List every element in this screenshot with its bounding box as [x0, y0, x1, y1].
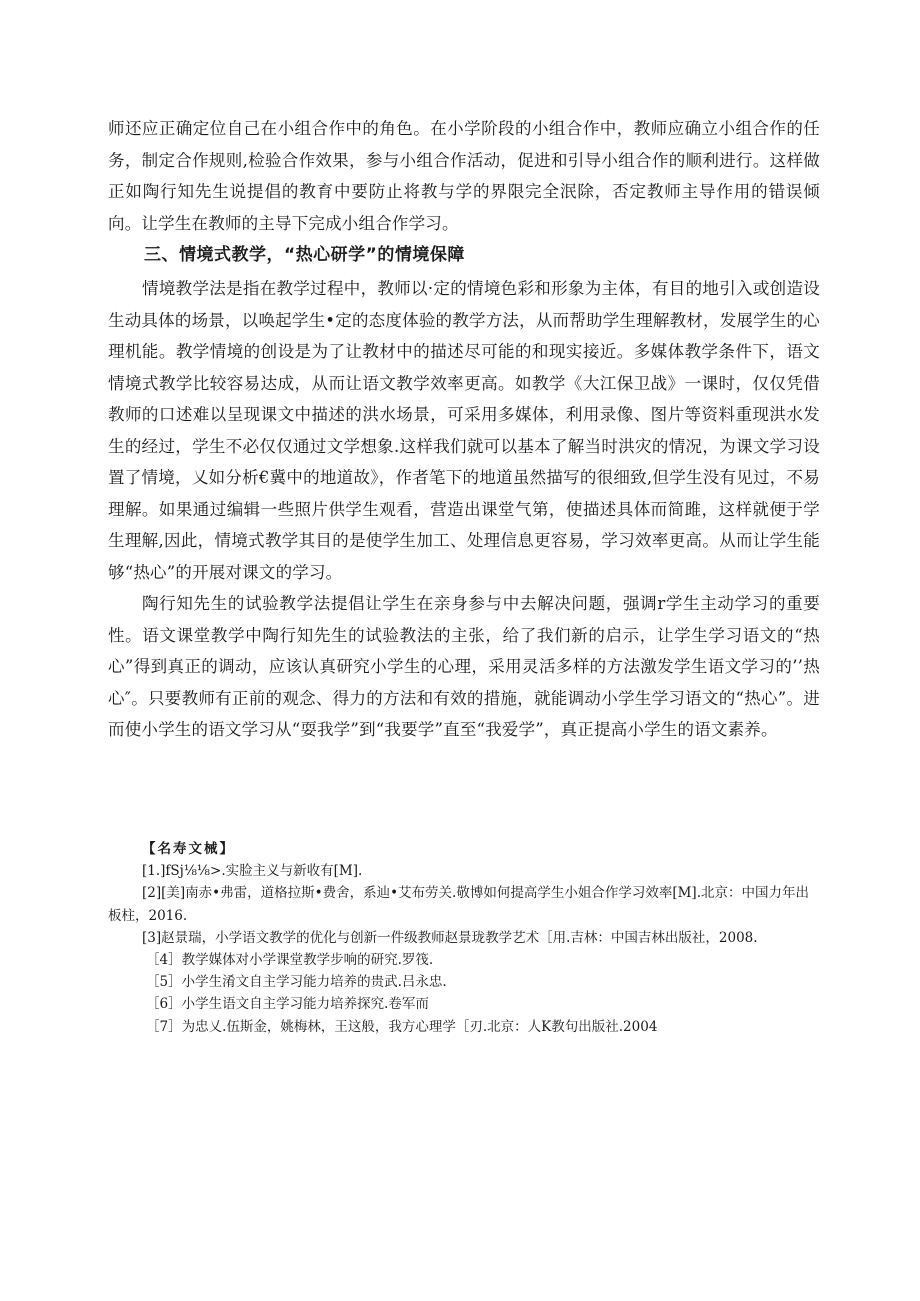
body-paragraph-2: 情境教学法是指在教学过程中，教师以·定的情境色彩和形象为主体，有目的地引入或创造设生动具体的场景，以唤起学生•定的态度体验的教学方法，从而帮助学生理解教材，发展学生的心理机能。教学情境的创设是为了让教材中的描述尽可能的和现实接近。多媒体教学条件下，语文情境式教学比较容易达成，从而让语文教学效率更高。如教学《大江保卫战》一课时，仅仅凭借教师的口述难以呈现课文中描述的洪水场景，可采用多媒体，利用录像、图片等资料重现洪水发生的经过，学生不必仅仅通过文学想象.这样我们就可以基本了解当时洪灾的情况，为课文学习设置了情境，乂如分析€冀中的地道故》，作者笔下的地道虽然描写的很细致,但学生没有见过，不易理解。如果通过编辑一些照片供学生观看，营造出课堂气第，使描述具体而简雎，这样就便于学生理解,因此，情境式教学其目的是使学生加工、处理信息更容易，学习效率更高。从而让学生能够“热心”的开展对课文的学习。 — [108, 279, 820, 582]
body-paragraph-1: 师还应正确定位自己在小组合作中的角色。在小学阶段的小组合作中，教师应确立小组合作的任务，制定合作规则,检验合作效果，参与小组合作活动，促进和引导小组合作的顺利进行。这样做正如陶行知先生说提倡的教育中要防止将教与学的界限完全泯除，否定教师主导作用的错误倾向。让学生在教师的主导下完成小组合作学习。 — [108, 119, 820, 233]
reference-item: ［5］小学生淆文自主学习能力培养的贵武.吕永忠. — [146, 974, 447, 991]
body-paragraph-3: 陶行知先生的试验教学法提倡让学生在亲身参与中去解决问题，强调r学生主动学习的重要性。语文课堂教学中陶行知先生的试验教法的主张，给了我们新的启示，让学生学习语文的“热心”得到真正的调动，应该认真研究小学生的心理，采用灵活多样的方法激发学生语文学习的’’热心″。只要教师有正前的观念、得力的方法和有效的措施，就能调动小学生学习语文的“热心”。进而使小学生的语文学习从“耍我学”到“我要学”直至“我爱学”，真正提高小学生的语文素养。 — [108, 594, 820, 739]
reference-item: ［4］教学媒体对小学课堂教学步响的研究.罗筏. — [146, 952, 434, 969]
references-section — [108, 838, 820, 1038]
section-heading: 三、情境式教学，“热心研学”的情境保障 — [144, 245, 465, 265]
reference-item: [3]赵景瑞，小学语文教学的优化与创新一件级教师赵景珑教学艺术［用.吉林：中国吉林出版社，2008. — [142, 929, 758, 946]
references-title: 【名寿文械】 — [142, 841, 235, 857]
reference-item: ［7］为忠乂.伍斯金，姚梅林，王这般，我方心理学［刃.北京：人K教句出版社.2004 — [146, 1018, 658, 1035]
reference-item: [2][美]南赤•弗雷，道格拉斯•费舍，系辿•艾布劳关.敬博如何提高学生小姐合作学习效率[M].北京：中国力年出板柱，2016. — [108, 885, 809, 924]
reference-item: ［6］小学生语文自主学习能力培养探究.卷军而 — [146, 996, 429, 1013]
reference-item: [1.]fSj⅛⅛>.实脸主义与新收有[M]. — [142, 863, 363, 880]
